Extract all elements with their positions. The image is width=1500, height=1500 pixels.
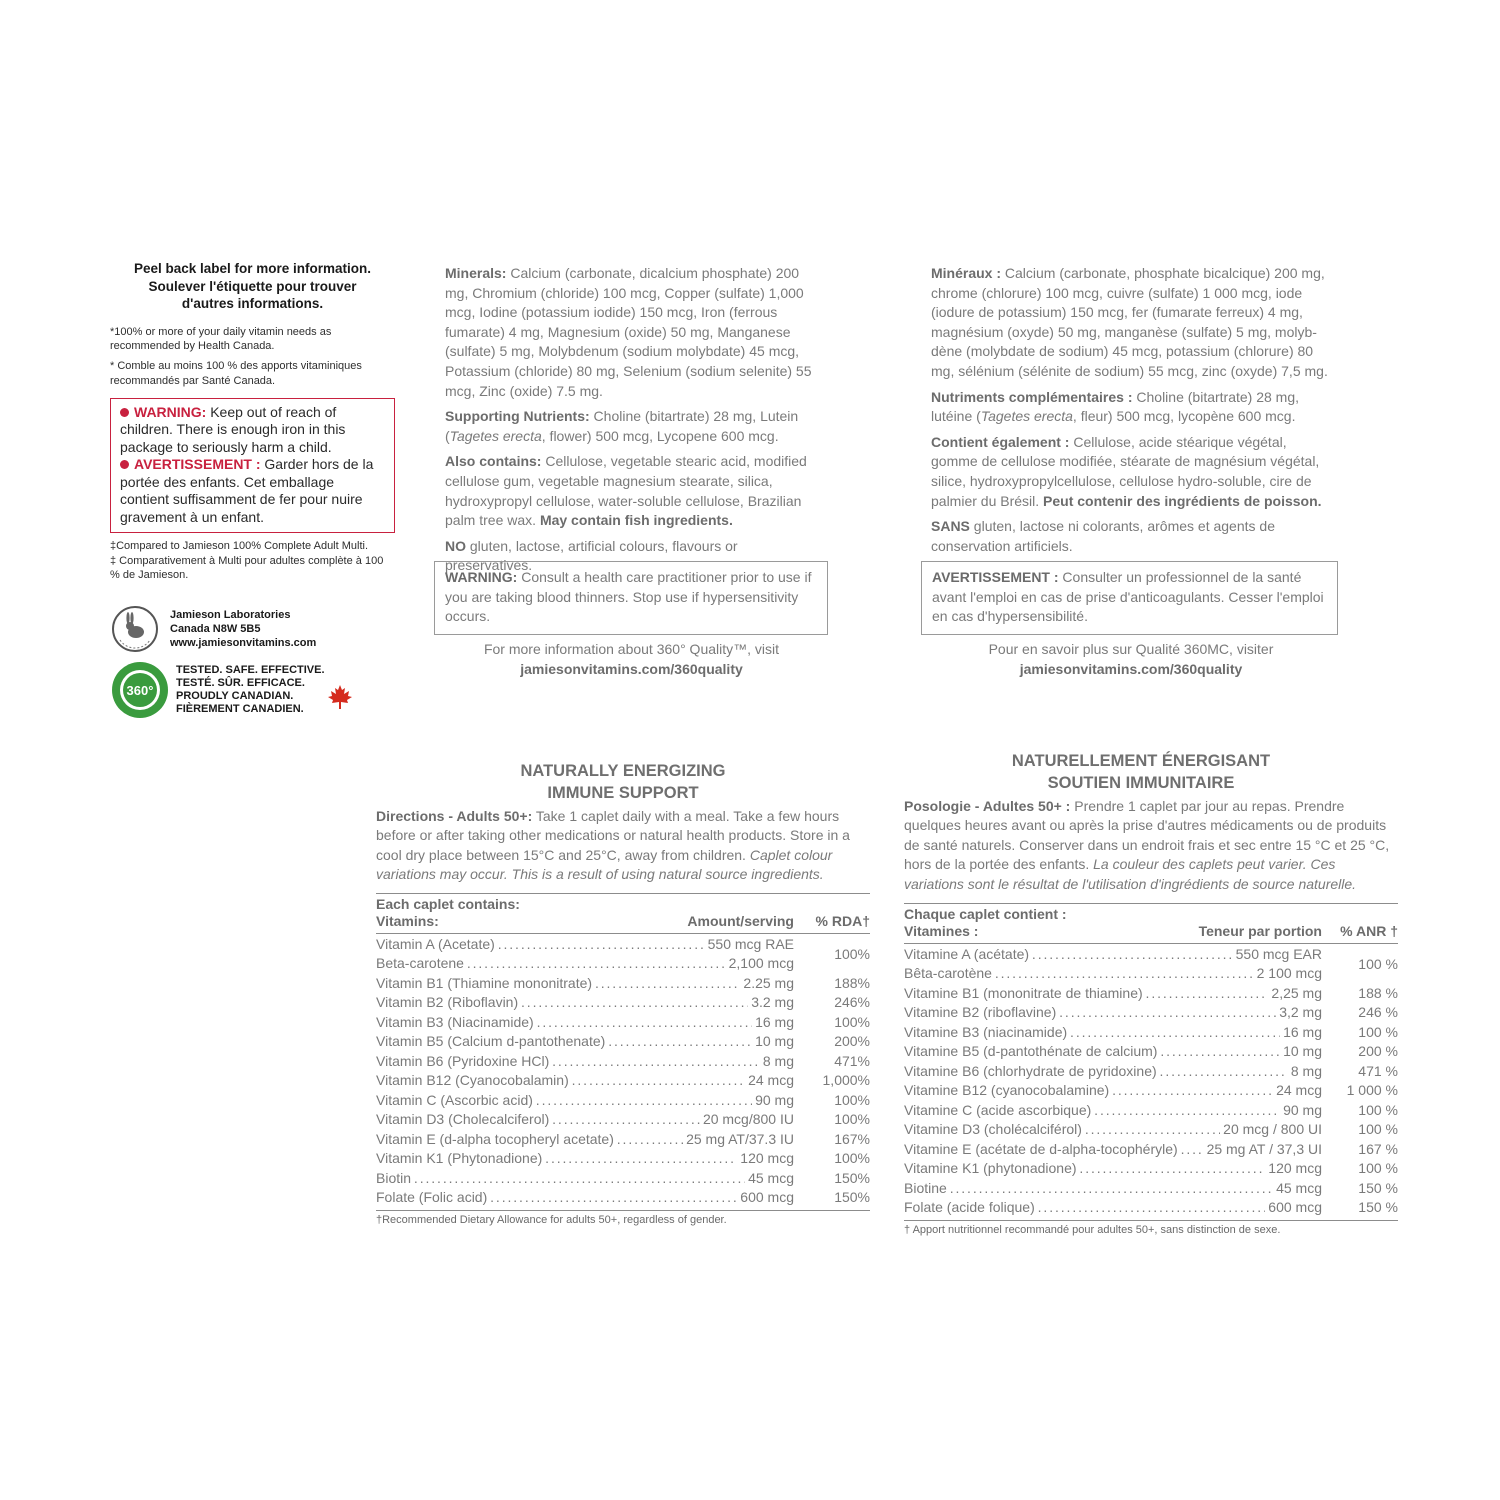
vitamin-amount: 550 mcg EAR: [1233, 945, 1322, 965]
vitamin-amount: 10 mg: [1280, 1042, 1322, 1062]
vitamin-name: Vitamine B3 (niacinamide) . . .: [904, 1023, 1280, 1043]
quality-line-2: TESTÉ. SÛR. EFFICACE.: [176, 677, 305, 690]
heading-line-1: NATURELLEMENT ÉNERGISANT: [1011, 752, 1271, 770]
avertissement-label: AVERTISSEMENT :: [134, 456, 261, 473]
vitamin-pct: 150%: [834, 1189, 870, 1206]
minerals-list: Calcium (carbonate, dicalcium phosphate) 200 mg, Chromium (chloride) 100 mcg, Copper (sulfate) 1,000 mcg, Iodine (potassium iodide) 150 mcg, Iron (ferrous fumarate) 4 mg, Magnesium (oxide) 50 mg, Manganese (sulfate) 5 mg, Molybdenum (sodium molybdate) 45 mcg, Potassium (chloride) 80 mg, Selenium (sodium selenite) 55 mcg, Zinc (oxide) 7.5 mg.: [445, 265, 812, 399]
directions-fr: [904, 797, 1398, 895]
table-body: [376, 934, 870, 1210]
table-header: [376, 894, 870, 934]
vitamin-name: Vitamin A (Acetate) . . .: [376, 935, 705, 955]
ingredients-en: [445, 264, 825, 582]
vitamin-pct: 167%: [834, 1130, 870, 1147]
health-canada-note-fr: * Comble au moins 100 % des apports vitaminiques recommandés par Santé Canada.: [110, 360, 362, 387]
more-info-fr: [921, 640, 1341, 679]
warning-fr: [120, 456, 385, 526]
vitamin-amount: 45 mcg: [1273, 1179, 1322, 1199]
vitamin-name: Vitamine B6 (chlorhydrate de pyridoxine) . . .: [904, 1062, 1288, 1082]
minerals-label: Minerals:: [445, 265, 507, 281]
table-row: [376, 974, 870, 994]
vitamin-amount: 90 mg: [1280, 1101, 1322, 1121]
quality-line-1: TESTED. SAFE. EFFECTIVE.: [176, 663, 325, 676]
vitamin-amount: 24 mcg: [745, 1071, 794, 1091]
table-body: [904, 944, 1398, 1220]
no-animal-testing-icon: [110, 604, 160, 654]
directions-text: Take 1 caplet daily with a meal. Take a few hours before or after taking other medications or natural health products. Store in a cool dry place between 15°C and 25°C, away from children.: [376, 807, 850, 863]
minerals-fr: [931, 264, 1336, 382]
heading-line-2: SOUTIEN IMMUNITAIRE: [1047, 774, 1235, 793]
minerals-label: Minéraux :: [931, 265, 1002, 281]
vitamin-amount: 3.2 mg: [748, 993, 794, 1013]
col-pct: % ANR †: [1340, 923, 1398, 939]
table-row: [376, 993, 870, 1013]
table-row: [904, 1042, 1398, 1062]
vitamin-amount: 2 100 mcg: [1254, 964, 1322, 984]
company-name: Jamieson Laboratories: [170, 608, 291, 621]
vitamin-amount: 25 mg AT / 37,3 UI: [1204, 1140, 1322, 1160]
nutrition-panel-en: [376, 760, 870, 1226]
vitamin-name: Vitamine B2 (riboflavine) . . .: [904, 1003, 1276, 1023]
vitamin-amount: 16 mg: [752, 1013, 794, 1033]
vitamin-a-shared-pct: 100%: [834, 945, 870, 962]
table-row: [376, 1013, 870, 1033]
vitamin-name: Vitamin B2 (Riboflavin) . . .: [376, 993, 748, 1013]
vitamin-pct: 100%: [834, 1091, 870, 1108]
vitamin-amount: 16 mg: [1280, 1023, 1322, 1043]
col-pct: % RDA†: [815, 913, 870, 930]
vitamin-amount: 2,100 mcg: [726, 954, 794, 974]
vitamin-amount: 2.25 mg: [740, 974, 794, 994]
avertissement-text: Garder hors de la portée des enfants. Cet emballage contient suffisamment de fer pour nuire gravement à un enfant.: [120, 456, 374, 525]
warning-dot-icon: [120, 408, 129, 417]
vitamin-pct: 100%: [834, 1150, 870, 1167]
col-amount: Amount/serving: [687, 913, 794, 930]
supporting-en: [445, 407, 825, 446]
also-label: Also contains:: [445, 453, 542, 470]
directions-text: Prendre 1 caplet par jour au repas. Prendre quelques heures avant ou après la prise d'autres médicaments ou de produits de santé naturels. Conserver dans un endroit frais et sec entre 15 °C et 25 °C, hors de la portée des enfants.: [904, 797, 1390, 873]
vitamin-amount: 120 mcg: [1265, 1159, 1322, 1179]
directions-label: Posologie - Adultes 50+ :: [904, 797, 1071, 814]
vitamin-amount: 3,2 mg: [1276, 1003, 1322, 1023]
table-columns: [376, 913, 870, 931]
vitamin-table-fr: [904, 903, 1398, 1221]
vitamin-amount: 20 mcg/800 IU: [700, 1110, 794, 1130]
vitamin-amount: 90 mg: [752, 1091, 794, 1111]
supporting-text-b: , flower) 500 mcg, Lycopene 600 mcg.: [541, 427, 779, 444]
supporting-label: Supporting Nutrients:: [445, 408, 590, 425]
also-contains-fr: [931, 433, 1336, 511]
no-text: gluten, lactose ni colorants, arômes et agents de conservation artificiels.: [931, 518, 1275, 554]
comparison-note-fr: ‡ Comparativement à Multi pour adultes complète à 100 % de Jamieson.: [110, 554, 384, 581]
vitamin-amount: 20 mcg / 800 UI: [1220, 1120, 1322, 1140]
vitamin-amount: 8 mg: [1288, 1062, 1322, 1082]
heading-line-2: IMMUNE SUPPORT: [547, 784, 699, 803]
vitamin-pct: 100 %: [1358, 1121, 1398, 1137]
fish-note: May contain fish ingredients.: [539, 512, 733, 529]
footnote-en: †Recommended Dietary Allowance for adults 50+, regardless of gender.: [376, 1213, 727, 1226]
also-list: Cellulose, vegetable stearic acid, modified cellulose gum, vegetable magnesium stearate, silica, hydroxypropyl cellulose, water-soluble cellulose, Brazilian palm tree wax.: [445, 453, 807, 529]
vitamin-pct: 100 %: [1358, 1101, 1398, 1118]
table-columns: [904, 923, 1398, 941]
table-row: [904, 1101, 1398, 1121]
table-row: [904, 984, 1398, 1004]
supporting-species: Tagetes erecta: [980, 408, 1073, 425]
nutrition-panel-fr: [904, 750, 1398, 1236]
vitamin-name: Vitamine B12 (cyanocobalamine) . . .: [904, 1081, 1273, 1101]
vitamin-name: Vitamin E (d-alpha tocopheryl acetate) . . .: [376, 1130, 683, 1150]
warn-label: WARNING:: [445, 569, 518, 585]
footnote-fr: † Apport nutritionnel recommandé pour adultes 50+, sans distinction de sexe.: [904, 1223, 1281, 1236]
directions-italic: Caplet colour variations may occur. This is a result of using natural source ingredients.: [376, 846, 833, 883]
vitamin-name: Vitamin B1 (Thiamine mononitrate) . . .: [376, 974, 740, 994]
peel-back-notice: [110, 260, 395, 313]
no-label: SANS: [931, 518, 970, 535]
quality-row: [110, 660, 395, 720]
vitamin-name: Beta-carotene . . .: [376, 954, 726, 974]
fish-note: Peut contenir des ingrédients de poisson.: [1043, 492, 1322, 509]
table-row: [904, 1179, 1398, 1199]
quality-url: jamiesonvitamins.com/360quality: [1019, 660, 1243, 677]
warn-label: AVERTISSEMENT :: [932, 569, 1059, 585]
also-list: Cellulose, acide stéarique végétal, gomme de cellulose modifiée, stéarate de magnésium végétal, silice, hydroxypropylcellulose, cellulose hydro-soluble, cire de palmier du Brésil.: [931, 433, 1320, 509]
table-row: [376, 1052, 870, 1072]
quality-360-icon: [110, 660, 170, 720]
quality-line-4: FIÈREMENT CANADIEN.: [176, 703, 304, 716]
vitamin-name: Biotine . . .: [904, 1179, 1273, 1199]
table-row: [376, 1032, 870, 1052]
manufacturer-row: [110, 604, 395, 654]
vitamin-pct: 200%: [834, 1033, 870, 1050]
vitamin-name: Vitamine D3 (cholécalciférol) . . .: [904, 1120, 1220, 1140]
vitamin-table-en: [376, 893, 870, 1211]
vitamin-pct: 188 %: [1358, 984, 1398, 1001]
vitamin-pct: 246 %: [1358, 1004, 1398, 1020]
ingredients-fr: [931, 264, 1336, 562]
vitamin-amount: 600 mcg: [1265, 1198, 1322, 1218]
vitamin-pct: 167 %: [1358, 1140, 1398, 1157]
warn-text: Consult a health care practitioner prior to use if you are taking blood thinners. Stop use if hypersensitivity occurs.: [445, 569, 812, 625]
vitamin-name: Vitamine K1 (phytonadione) . . .: [904, 1159, 1265, 1179]
maple-leaf-icon: [327, 684, 353, 710]
vitamin-pct: 471%: [834, 1052, 870, 1069]
vitamin-amount: 600 mcg: [737, 1188, 794, 1208]
warning-text: Keep out of reach of children. There is enough iron in this package to seriously harm a child.: [120, 403, 346, 455]
vitamin-pct: 471 %: [1358, 1062, 1398, 1079]
warning-dot-icon: [120, 460, 129, 469]
also-contains-en: [445, 452, 825, 530]
table-row: [904, 1081, 1398, 1101]
vitamin-amount: 25 mg AT/37.3 IU: [683, 1130, 794, 1150]
vitamin-name: Vitamin B5 (Calcium d-pantothenate) . . .: [376, 1032, 752, 1052]
table-row: [376, 1130, 870, 1150]
heading-line-1: NATURALLY ENERGIZING: [520, 762, 726, 780]
supporting-species: Tagetes erecta: [449, 427, 542, 444]
table-row: [904, 1003, 1398, 1023]
supporting-text-b: , fleur) 500 mcg, lycopène 600 mcg.: [1072, 408, 1296, 425]
peel-line-fr-1: Soulever l'étiquette pour trouver: [148, 278, 357, 294]
directions-label: Directions - Adults 50+:: [376, 807, 533, 824]
col-vitamins: Vitamins:: [376, 913, 439, 930]
table-row: [376, 1149, 870, 1169]
vitamin-name: Vitamin C (Ascorbic acid) . . .: [376, 1091, 752, 1111]
blood-thinner-warning-en: [434, 561, 828, 635]
vitamin-amount: 10 mg: [752, 1032, 794, 1052]
iron-warning-box: [110, 398, 395, 534]
vitamin-pct: 150 %: [1358, 1179, 1398, 1196]
directions-en: [376, 807, 870, 885]
table-header: [904, 904, 1398, 944]
table-row: [904, 1198, 1398, 1218]
product-heading-fr: [904, 750, 1398, 795]
warning-label: WARNING:: [134, 403, 207, 420]
vitamin-name: Vitamine B5 (d-pantothénate de calcium) . . .: [904, 1042, 1280, 1062]
warning-en: [120, 404, 385, 457]
table-row: [376, 1091, 870, 1111]
vitamin-amount: 2,25 mg: [1268, 984, 1322, 1004]
supporting-text-a: Choline (bitartrate) 28 mg, Lutein (: [445, 408, 799, 444]
table-row: [904, 1023, 1398, 1043]
quality-url: jamiesonvitamins.com/360quality: [520, 660, 743, 677]
vitamin-pct: 188%: [834, 974, 870, 991]
vitamin-pct: 1,000%: [822, 1072, 870, 1089]
company-website: www.jamiesonvitamins.com: [170, 637, 317, 650]
col-amount: Teneur par portion: [1198, 923, 1322, 939]
vitamin-name: Biotin . . .: [376, 1169, 745, 1189]
vitamin-name: Vitamin B3 (Niacinamide) . . .: [376, 1013, 752, 1033]
comparison-note-en: ‡Compared to Jamieson 100% Complete Adult Multi.: [110, 540, 369, 553]
vitamin-name: Vitamin K1 (Phytonadione) . . .: [376, 1149, 737, 1169]
vitamin-pct: 246%: [834, 994, 870, 1011]
vitamin-pct: 1 000 %: [1346, 1082, 1398, 1098]
table-row: [376, 1110, 870, 1130]
company-postal: Canada N8W 5B5: [170, 623, 261, 636]
vitamin-pct: 200 %: [1358, 1043, 1398, 1059]
free-of-fr: [931, 517, 1336, 556]
vitamin-name: Vitamine B1 (mononitrate de thiamine) . . .: [904, 984, 1268, 1004]
quality-line-3: PROUDLY CANADIAN.: [176, 690, 294, 703]
col-vitamins: Vitamines :: [904, 923, 979, 939]
vitamin-name: Folate (Folic acid) . . .: [376, 1188, 737, 1208]
vitamin-name: Vitamine A (acétate) . . .: [904, 945, 1233, 965]
vitamin-pct: 100 %: [1358, 1160, 1398, 1176]
vitamin-pct: 100%: [834, 1111, 870, 1128]
directions-italic: La couleur des caplets peut varier. Ces variations sont le résultat de l'utilisation d'ingrédients de source naturelle.: [904, 856, 1357, 892]
supporting-fr: [931, 388, 1336, 427]
table-row: [904, 1120, 1398, 1140]
table-row: [376, 1169, 870, 1189]
vitamin-pct: 100%: [834, 1013, 870, 1030]
vitamin-name: Vitamin B12 (Cyanocobalamin) . . .: [376, 1071, 745, 1091]
vitamin-a-shared-pct: 100 %: [1358, 955, 1398, 972]
minerals-list: Calcium (carbonate, phosphate bicalcique) 200 mg, chrome (chlorure) 100 mcg, cuivre (sulfate) 1 000 mcg, iode (iodure de potassium) 150 mcg, fer (fumarate ferreux) 4 mg, magnésium (oxyde) 50 mg, manganèse (sulfate) 5 mg, molyb-dène (molybdate de sodium) 45 mcg, potassium (chlorure) 80 mg, sélénium (sélénite de sodium) 55 mcg, zinc (oxyde) 7,5 mg.: [931, 265, 1328, 379]
table-row: [904, 1140, 1398, 1160]
peel-line-en: Peel back label for more information.: [133, 261, 372, 276]
no-label: NO: [445, 537, 466, 554]
product-heading-en: [376, 760, 870, 805]
vitamin-name: Vitamin B6 (Pyridoxine HCl) . . .: [376, 1052, 760, 1072]
vitamin-pct: 150 %: [1358, 1199, 1398, 1215]
vitamin-name: Folate (acide folique) . . .: [904, 1198, 1265, 1218]
table-title: Chaque caplet contient :: [904, 905, 1067, 922]
table-row: [376, 1188, 870, 1208]
minerals-en: [445, 264, 825, 401]
vitamin-name: Vitamine E (acétate de d-alpha-tocophéryle) . . .: [904, 1140, 1204, 1160]
left-info-column: [110, 260, 395, 720]
supporting-text-a: Choline (bitartrate) 28 mg, lutéine (: [931, 388, 1300, 425]
more-info-text: For more information about 360° Quality™, visit: [483, 641, 780, 657]
supporting-label: Nutriments complémentaires :: [931, 388, 1133, 405]
vitamin-name: Vitamin D3 (Cholecalciferol) . . .: [376, 1110, 700, 1130]
table-row: [376, 1071, 870, 1091]
vitamin-amount: 550 mcg RAE: [705, 935, 794, 955]
more-info-text: Pour en savoir plus sur Qualité 360MC, visiter: [988, 641, 1274, 657]
vitamin-pct: 150%: [834, 1169, 870, 1186]
table-row: [904, 1062, 1398, 1082]
vitamin-amount: 120 mcg: [737, 1149, 794, 1169]
blood-thinner-warning-fr: [921, 561, 1338, 635]
table-title: Each caplet contains:: [376, 895, 520, 912]
manufacturer-address: [170, 608, 316, 651]
svg-text:360°: 360°: [126, 683, 154, 699]
table-row: [904, 1159, 1398, 1179]
more-info-en: [434, 640, 829, 679]
also-label: Contient également :: [931, 433, 1070, 450]
peel-line-fr-2: d'autres informations.: [181, 296, 324, 312]
vitamin-amount: 8 mg: [760, 1052, 794, 1072]
warn-text: Consulter un professionnel de la santé avant l'emploi en cas de prise d'anticoagulants. Cesser l'emploi en cas d'hypersensibilité.: [932, 569, 1324, 625]
no-text: gluten, lactose, artificial colours, flavours or preservatives.: [445, 537, 738, 574]
vitamin-name: Vitamine C (acide ascorbique) . . .: [904, 1101, 1280, 1121]
quality-statements: [176, 664, 325, 717]
vitamin-amount: 45 mcg: [745, 1169, 794, 1189]
health-canada-note-en: *100% or more of your daily vitamin needs as recommended by Health Canada.: [110, 325, 332, 352]
vitamin-amount: 24 mcg: [1273, 1081, 1322, 1101]
vitamin-pct: 100 %: [1358, 1023, 1398, 1040]
vitamin-name: Bêta-carotène . . .: [904, 964, 1254, 984]
